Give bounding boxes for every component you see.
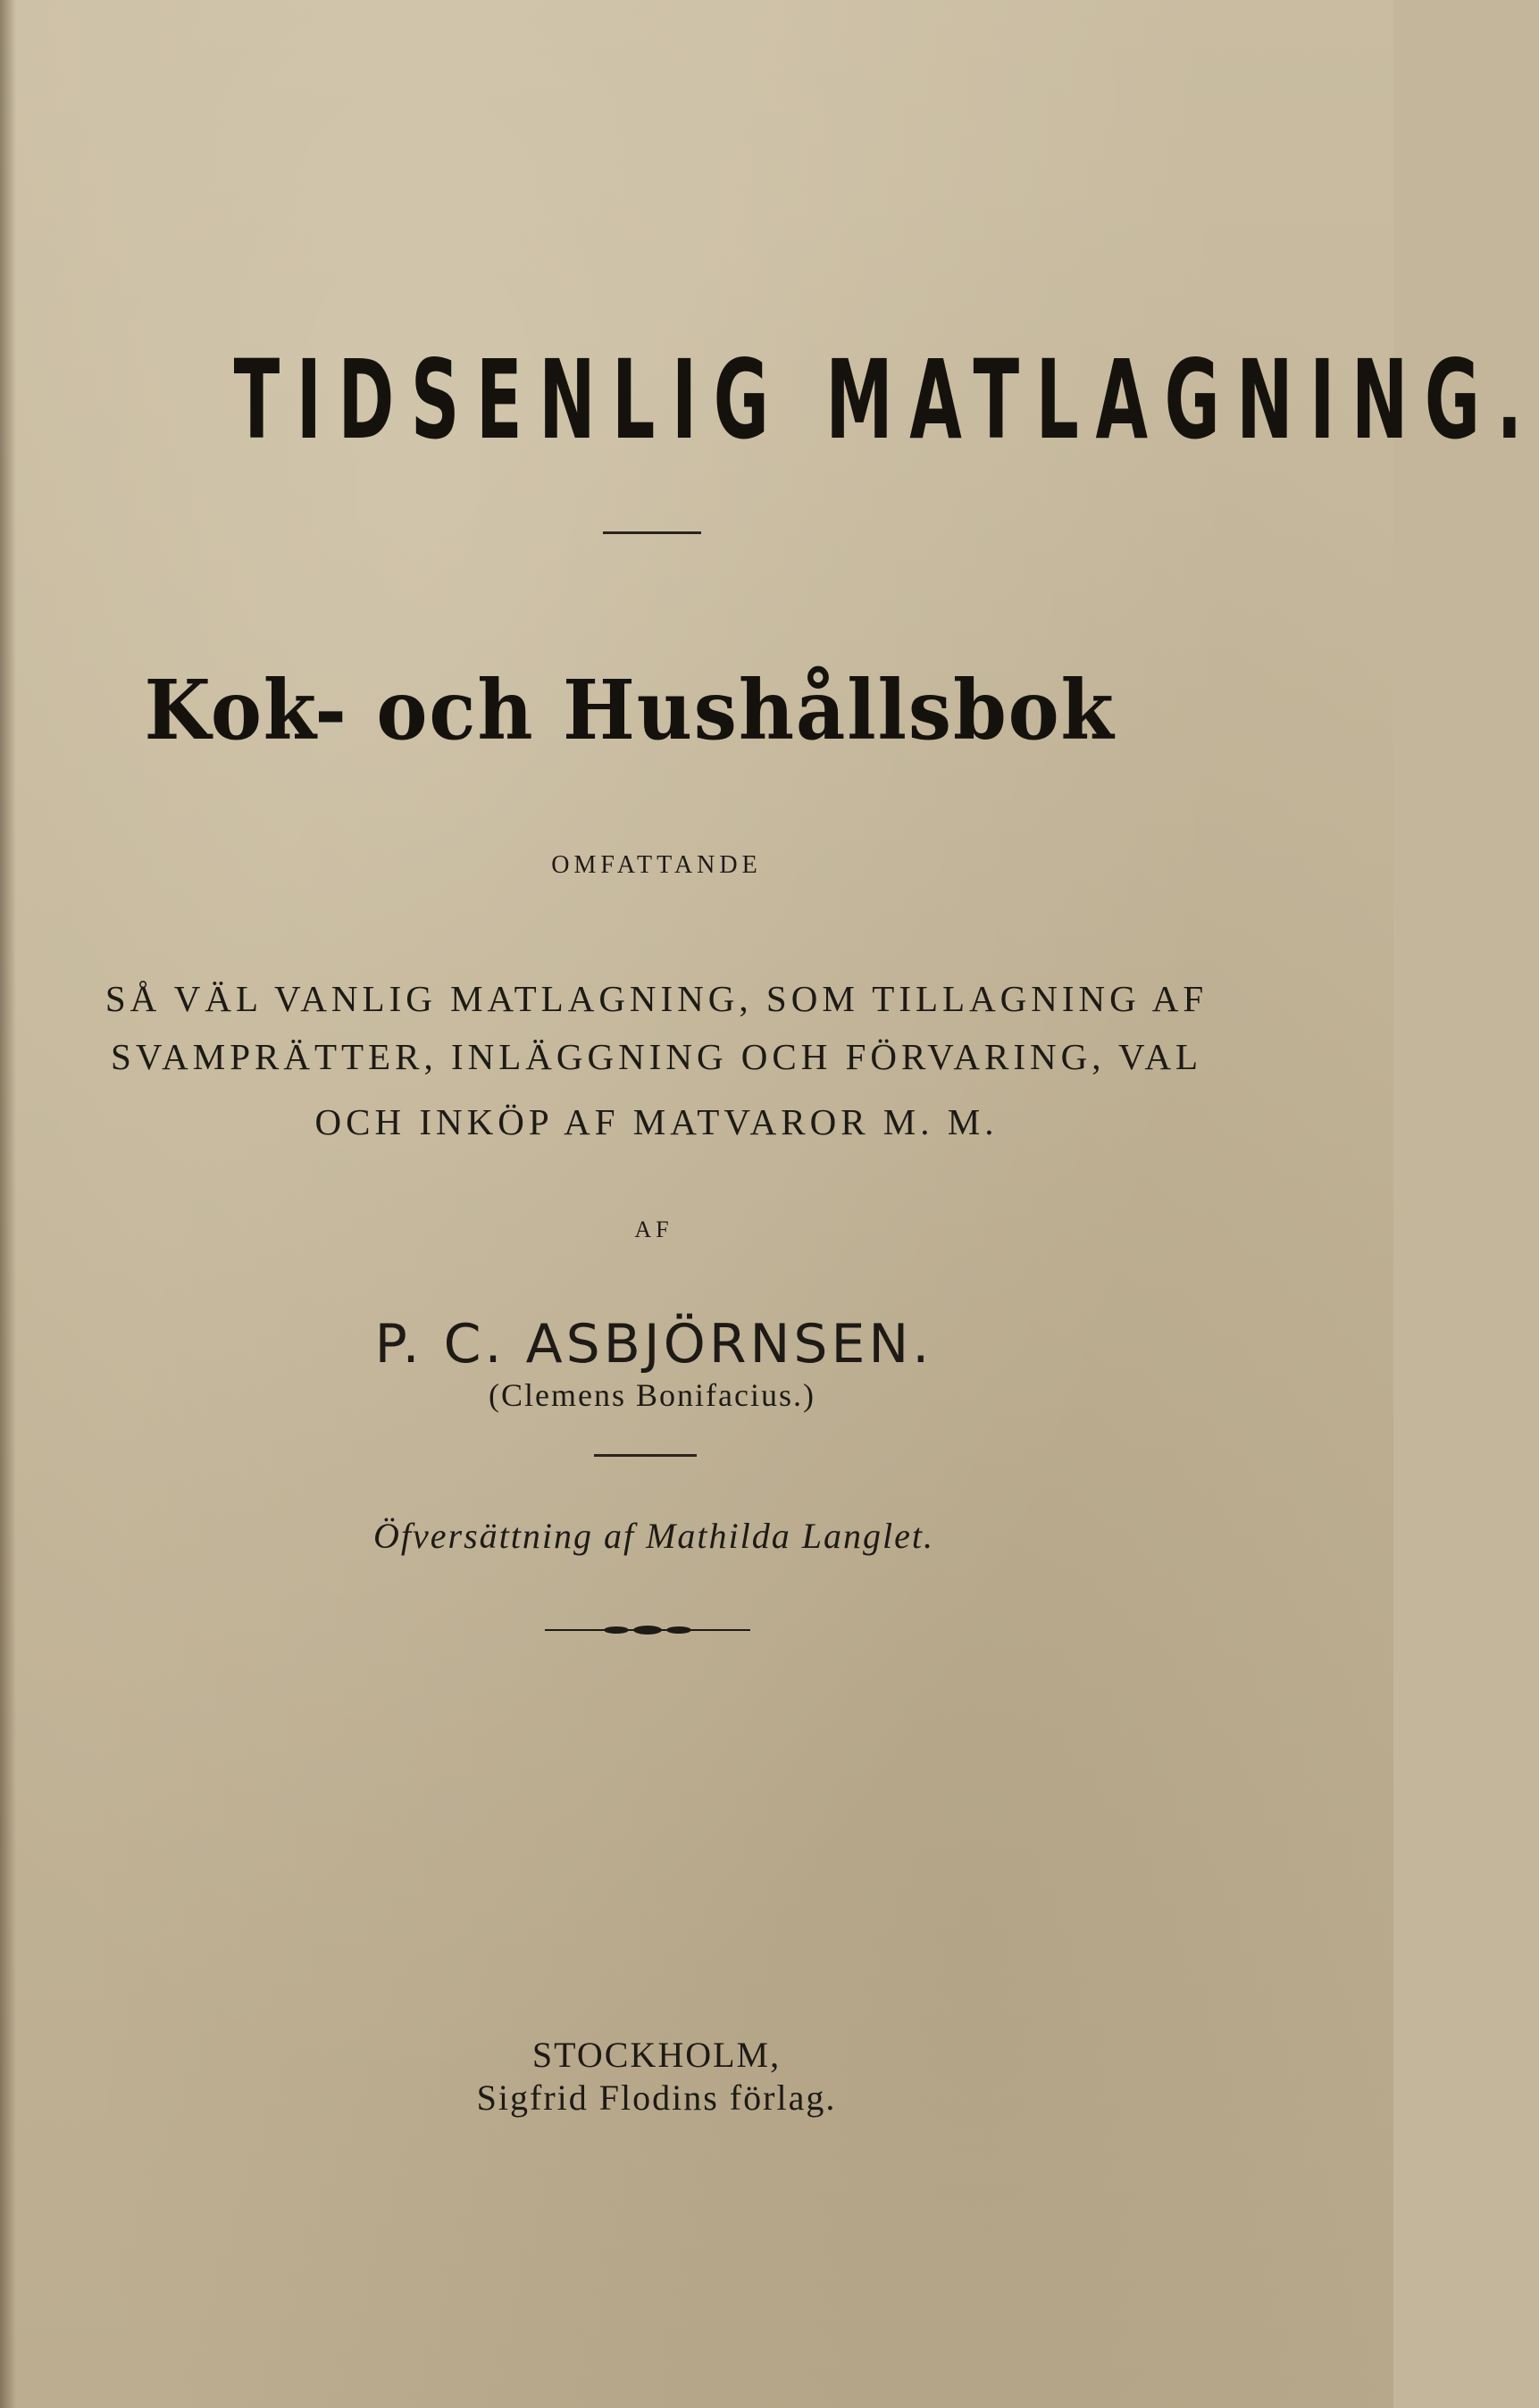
translator-credit: Öfversättning af Mathilda Langlet. <box>373 1516 934 1556</box>
description-line-2: SVAMPRÄTTER, INLÄGGNING OCH FÖRVARING, VAL <box>111 1036 1202 1077</box>
publisher: Sigfrid Flodins förlag. <box>476 2078 837 2118</box>
by-label: AF <box>634 1217 673 1242</box>
description-line-3: OCH INKÖP AF MATVAROR M. M. <box>314 1101 999 1142</box>
description-line-1: SÅ VÄL VANLIG MATLAGNING, SOM TILLAGNING AF <box>105 978 1209 1019</box>
author-name: P. C. ASBJÖRNSEN. <box>374 1313 933 1375</box>
subtitle: Kok- och Hushållsbok <box>144 662 1116 758</box>
author-rule <box>594 1454 697 1457</box>
ornament-divider <box>545 1624 750 1636</box>
publication-city: STOCKHOLM, <box>531 2035 782 2075</box>
author-pseudonym: (Clemens Bonifacius.) <box>489 1377 816 1413</box>
title-rule <box>603 531 701 534</box>
omfattande-label: OMFATTANDE <box>551 851 762 879</box>
main-title: TIDSENLIG MATLAGNING. <box>233 337 1539 464</box>
